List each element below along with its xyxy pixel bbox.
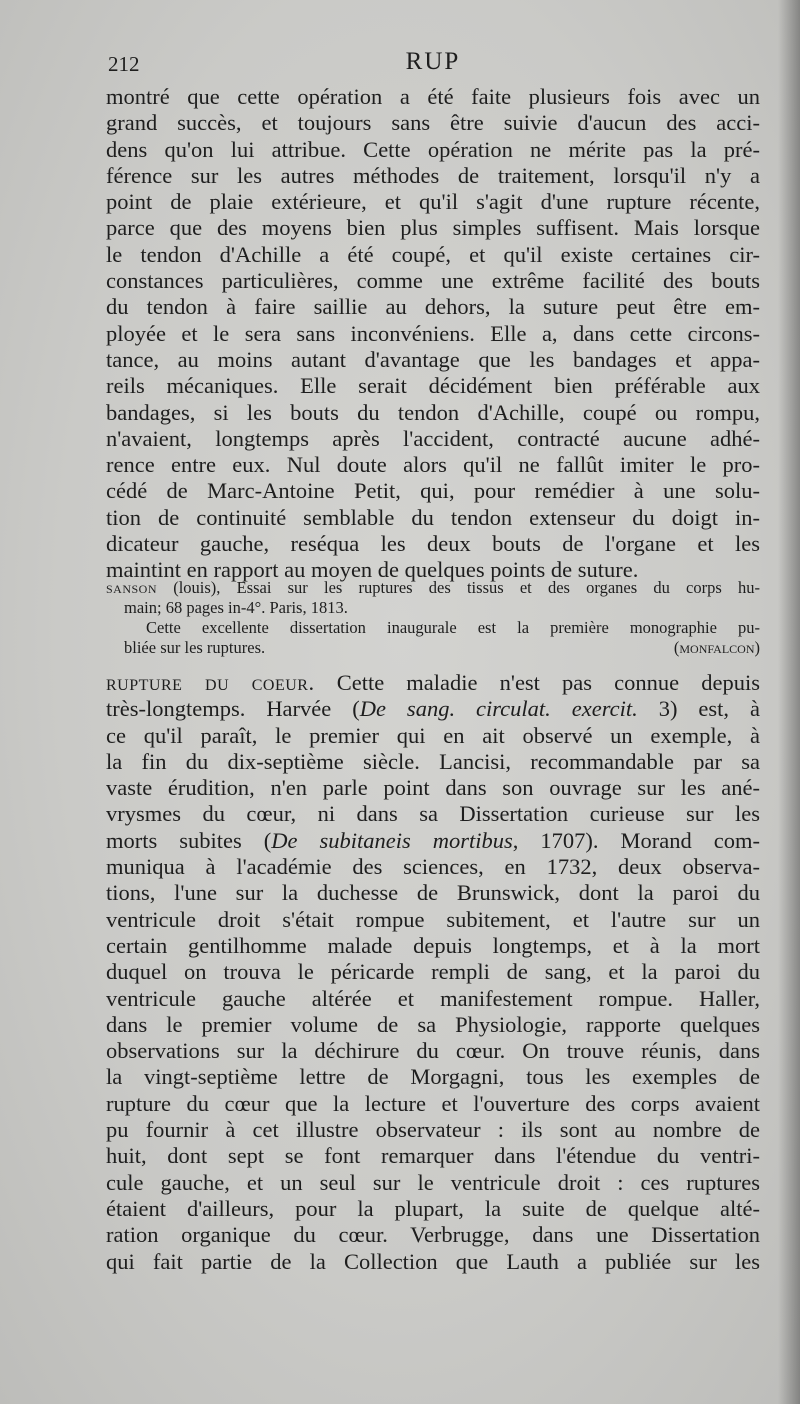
text-line: tion de continuité semblable du tendon extenseur du doigt in- bbox=[106, 504, 760, 530]
text-line: point de plaie extérieure, et qu'il s'agit d'une rupture récente, bbox=[106, 189, 760, 215]
text-line: parce que des moyens bien plus simples suffisent. Mais lorsque bbox=[106, 215, 760, 241]
work-title: De sang. circulat. exercit. bbox=[359, 696, 638, 722]
reference-line: main; 68 pages in-4°. Paris, 1813. bbox=[124, 598, 348, 617]
text-line: n'avaient, longtemps après l'accident, contracté aucune adhé- bbox=[106, 425, 760, 451]
text-line: maintint en rapport au moyen de quelques points de suture. bbox=[106, 557, 639, 583]
text-line: rupture du cœur que la lecture et l'ouverture des corps avaient bbox=[106, 1090, 760, 1116]
text-line: férence sur les autres méthodes de traitement, lorsqu'il n'y a bbox=[106, 162, 760, 188]
text-line: vrysmes du cœur, ni dans sa Dissertation curieuse sur les bbox=[106, 801, 760, 827]
page-edge-shadow bbox=[778, 0, 800, 1404]
text-line: la vingt-septième lettre de Morgagni, tous les exemples de bbox=[106, 1064, 760, 1090]
text-line: du tendon à faire saillie au dehors, la suture peut être em- bbox=[106, 294, 760, 320]
reference-line bbox=[106, 578, 760, 598]
text-line: très-longtemps. Harvée (De sang. circulat. exercit. 3) est, à bbox=[106, 696, 760, 722]
text-line: certain gentilhomme malade depuis longtemps, et à la mort bbox=[106, 932, 760, 958]
author-signature: (monfalcon) bbox=[673, 638, 760, 657]
text-line: muniqua à l'académie des sciences, en 1732, deux observa- bbox=[106, 854, 760, 880]
work-title: De subitaneis mortibus bbox=[271, 827, 513, 853]
text-line: pu fournir à cet illustre observateur : ils sont au nombre de bbox=[106, 1117, 760, 1143]
section-tendon-text bbox=[106, 84, 760, 584]
text-line: grand succès, et toujours sans être suivie d'aucun des acci- bbox=[106, 110, 760, 136]
text-line: constances particulières, comme une extrême facilité des bouts bbox=[106, 268, 760, 294]
text-line: tance, au moins autant d'avantage que les bandages et appa- bbox=[106, 346, 760, 372]
text-line: rupture du coeur. Cette maladie n'est pas connue depuis bbox=[106, 670, 760, 695]
text-line: étaient d'ailleurs, pour la plupart, la suite de quelque alté- bbox=[106, 1195, 760, 1221]
text-line: bandages, si les bouts du tendon d'Achille, coupé ou rompu, bbox=[106, 399, 760, 425]
text-line: qui fait partie de la Collection que Lauth a publiée sur les bbox=[106, 1248, 760, 1274]
text-line: montré que cette opération a été faite plusieurs fois avec un bbox=[106, 84, 760, 109]
bibliography-reference bbox=[106, 578, 760, 658]
reference-author: sanson bbox=[106, 578, 158, 597]
reference-comment-end bbox=[106, 638, 760, 658]
text-line: tions, l'une sur la duchesse de Brunswick, dont la paroi du bbox=[106, 880, 760, 906]
text-line: le tendon d'Achille a été coupé, et qu'il existe certaines cir- bbox=[106, 241, 760, 267]
page-number: 212 bbox=[108, 52, 140, 76]
text-line: huit, dont sept se font remarquer dans l'étendue du ventri- bbox=[106, 1143, 760, 1169]
text-line: ventricule droit s'était rompue subitement, et l'autre sur un bbox=[106, 906, 760, 932]
text-line: ployée et le sera sans inconvéniens. Elle a, dans cette circons- bbox=[106, 320, 760, 346]
text-line: rence entre eux. Nul doute alors qu'il ne fallût imiter le pro- bbox=[106, 452, 760, 478]
text-line: reils mécaniques. Elle serait décidément bien préférable aux bbox=[106, 373, 760, 399]
text-line: vaste érudition, n'en parle point dans son ouvrage sur les ané- bbox=[106, 775, 760, 801]
text-line: morts subites (De subitaneis mortibus, 1707). Morand com- bbox=[106, 827, 760, 853]
page-header bbox=[108, 48, 758, 82]
text-line: dicateur gauche, reséqua les deux bouts de l'organe et les bbox=[106, 531, 760, 557]
reference-comment: Cette excellente dissertation inaugurale est la première monographie pu- bbox=[146, 618, 760, 637]
text-line: duquel on trouva le péricarde rempli de sang, et la paroi du bbox=[106, 959, 760, 985]
reference-title: (louis), Essai sur les ruptures des tissus et des organes du corps hu- bbox=[157, 578, 760, 597]
text-line: cule gauche, et un seul sur le ventricule droit : ces ruptures bbox=[106, 1169, 760, 1195]
text-line: observations sur la déchirure du cœur. On trouve réunis, dans bbox=[106, 1038, 760, 1064]
section-heart-rupture-text bbox=[106, 670, 760, 1275]
text-line: la fin du dix-septième siècle. Lancisi, recommandable par sa bbox=[106, 748, 760, 774]
text-line: dens qu'on lui attribue. Cette opération ne mérite pas la pré- bbox=[106, 136, 760, 162]
reference-comment-text: bliée sur les ruptures. bbox=[124, 638, 266, 657]
running-title: RUP bbox=[405, 48, 461, 75]
text-line: ce qu'il paraît, le premier qui en ait observé un exemple, à bbox=[106, 722, 760, 748]
entry-heading: rupture du coeur. bbox=[106, 670, 315, 695]
text-line: cédé de Marc-Antoine Petit, qui, pour remédier à une solu- bbox=[106, 478, 760, 504]
text-line: ration organique du cœur. Verbrugge, dans une Dissertation bbox=[106, 1222, 760, 1248]
text-line: dans le premier volume de sa Physiologie, rapporte quelques bbox=[106, 1011, 760, 1037]
text-line: ventricule gauche altérée et manifestement rompue. Haller, bbox=[106, 985, 760, 1011]
